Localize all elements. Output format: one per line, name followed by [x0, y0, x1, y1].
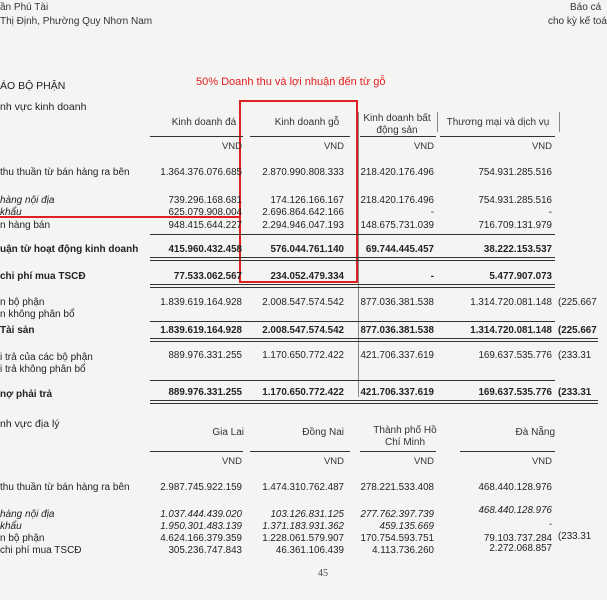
cell-value: 739.296.168.681 — [168, 195, 242, 206]
cell-value: 305.236.747.843 — [168, 545, 242, 556]
cell-value: 69.744.445.457 — [365, 244, 434, 255]
cell-value: 1.364.376.076.685 — [160, 167, 242, 178]
cell-value: 169.637.535.776 — [478, 350, 552, 361]
cell-value: 218.420.176.496 — [360, 195, 434, 206]
cell-value: 889.976.331.255 — [168, 350, 242, 361]
column-header: Kinh doanh đá — [171, 117, 237, 128]
cell-value: 877.036.381.538 — [360, 297, 434, 308]
cell-value: 1.170.650.772.422 — [262, 350, 344, 361]
cell-value: 716.709.131.979 — [478, 220, 552, 231]
cell-value: 2.272.068.857 — [489, 543, 552, 554]
row-label: i trả của các bộ phận — [0, 352, 93, 363]
unit-label: VND — [221, 456, 242, 467]
cell-value: (233.31 — [558, 350, 592, 361]
company-name: ần Phú Tài — [0, 2, 49, 13]
row-label: i trả không phân bổ — [0, 364, 86, 375]
cell-value: 1.371.183.931.362 — [262, 521, 344, 532]
cell-value: 415.960.432.458 — [168, 244, 242, 255]
cell-value: 2.870.990.808.333 — [262, 167, 344, 178]
subtotal-line — [150, 380, 555, 381]
cell-value: 1.037.444.439.020 — [160, 509, 242, 520]
unit-label: VND — [323, 141, 344, 152]
subtotal-line — [150, 321, 555, 322]
column-header: Thương mại và dịch vụ — [446, 117, 550, 128]
cell-value: 234.052.479.334 — [270, 271, 344, 282]
cell-value: 468.440.128.976 — [478, 505, 552, 516]
header-underline — [150, 136, 243, 137]
cell-value: 278.221.533.408 — [360, 482, 434, 493]
row-label: n hàng bán — [0, 220, 51, 231]
cell-value: 1.839.619.164.928 — [160, 297, 242, 308]
section-subtitle: nh vực kinh doanh — [0, 101, 87, 113]
row-label: uận từ hoạt động kinh doanh — [0, 244, 139, 255]
cell-value: (233.31 — [558, 387, 592, 398]
cell-value: 421.706.337.619 — [360, 350, 434, 361]
unit-label: VND — [531, 141, 552, 152]
header-underline — [360, 451, 436, 452]
cell-value: 625.079.908.004 — [168, 207, 242, 218]
cell-value: 468.440.128.976 — [478, 482, 552, 493]
header-underline — [440, 136, 555, 137]
column-divider — [559, 112, 560, 132]
row-label: thu thuần từ bán hàng ra bên — [0, 167, 130, 178]
total-double-line — [150, 400, 598, 404]
row-label: thu thuần từ bán hàng ra bên — [0, 482, 130, 493]
report-period-fragment: cho kỳ kế toá — [548, 16, 607, 27]
header-underline — [250, 136, 350, 137]
cell-value: 1.170.650.772.422 — [262, 387, 344, 398]
section-subtitle: nh vực địa lý — [0, 418, 60, 430]
cell-value: - — [430, 271, 434, 282]
cell-value: 77.533.062.567 — [173, 271, 242, 282]
cell-value: 421.706.337.619 — [360, 387, 434, 398]
subtotal-line — [150, 234, 555, 235]
cell-value: 79.103.737.284 — [483, 533, 552, 544]
cell-value: 1.228.061.579.907 — [262, 533, 344, 544]
cell-value: 459.135.669 — [379, 521, 434, 532]
cell-value: 2.987.745.922.159 — [160, 482, 242, 493]
unit-label: VND — [221, 141, 242, 152]
cell-value: 754.931.285.516 — [478, 195, 552, 206]
cell-value: 877.036.381.538 — [360, 325, 434, 336]
cell-value: 4.113.736.260 — [372, 545, 434, 556]
cell-value: - — [548, 519, 552, 530]
cell-value: 169.637.535.776 — [478, 387, 552, 398]
column-header: Gia Lai — [212, 427, 244, 438]
row-label: khẩu — [0, 207, 22, 218]
column-header: Thành phố Hồ Chí Minh — [373, 425, 437, 448]
column-header: Đà Nẵng — [515, 427, 555, 438]
cell-value: (225.667 — [558, 297, 597, 308]
report-title-fragment: Báo cá — [570, 2, 602, 13]
header-underline — [360, 136, 436, 137]
column-header: Đồng Nai — [302, 427, 344, 438]
cell-value: 1.950.301.483.139 — [160, 521, 242, 532]
row-label: Tài sản — [0, 325, 35, 336]
cell-value: 170.754.593.751 — [360, 533, 434, 544]
cell-value: 2.008.547.574.542 — [262, 325, 344, 336]
column-header: Kinh doanh gỗ — [274, 117, 340, 128]
unit-label: VND — [413, 141, 434, 152]
unit-label: VND — [413, 456, 434, 467]
page-number: 45 — [318, 568, 328, 579]
row-label: n không phân bổ — [0, 309, 75, 320]
row-label: khẩu — [0, 521, 22, 532]
cell-value: 174.126.166.167 — [270, 195, 344, 206]
cell-value: 46.361.106.439 — [275, 545, 344, 556]
row-label: chi phí mua TSCĐ — [0, 271, 86, 282]
cell-value: (225.667 — [558, 325, 597, 336]
row-label: n bộ phận — [0, 297, 45, 308]
cell-value: 218.420.176.496 — [360, 167, 434, 178]
cell-value: 889.976.331.255 — [168, 387, 242, 398]
section-title: ÁO BỘ PHẬN — [0, 80, 66, 92]
cell-value: 4.624.166.379.359 — [160, 533, 242, 544]
cell-value: 1.474.310.762.487 — [262, 482, 344, 493]
cell-value: 38.222.153.537 — [483, 244, 552, 255]
cell-value: 2.696.864.642.166 — [262, 207, 344, 218]
cell-value: 754.931.285.516 — [478, 167, 552, 178]
cell-value: 277.762.397.739 — [360, 509, 434, 520]
total-double-line — [150, 257, 555, 261]
header-underline — [460, 451, 555, 452]
cell-value: 2.294.946.047.193 — [262, 220, 344, 231]
cell-value: 2.008.547.574.542 — [262, 297, 344, 308]
column-header: Kinh doanh bất động sản — [363, 113, 431, 136]
cell-value: 948.415.644.227 — [168, 220, 242, 231]
unit-label: VND — [531, 456, 552, 467]
cell-value: 5.477.907.073 — [489, 271, 552, 282]
row-label: chi phí mua TSCĐ — [0, 545, 82, 556]
company-address: Thị Định, Phường Quy Nhơn Nam — [0, 16, 153, 27]
row-label: hàng nội địa — [0, 509, 55, 520]
header-underline — [150, 451, 243, 452]
header-underline — [250, 451, 350, 452]
cell-value: 1.314.720.081.148 — [470, 325, 552, 336]
annotation-text: 50% Doanh thu và lợi nhuận đến từ gỗ — [196, 76, 386, 88]
cell-value: 1.839.619.164.928 — [160, 325, 242, 336]
row-label: n bộ phận — [0, 533, 45, 544]
cell-value: 1.314.720.081.148 — [470, 297, 552, 308]
row-label: hàng nội địa — [0, 195, 55, 206]
cell-value: 576.044.761.140 — [270, 244, 344, 255]
cell-value: 148.675.731.039 — [360, 220, 434, 231]
row-label: nợ phải trả — [0, 389, 53, 400]
total-double-line — [150, 338, 598, 342]
cell-value: - — [430, 207, 434, 218]
cell-value: 103.126.831.125 — [270, 509, 344, 520]
cell-value: - — [548, 207, 552, 218]
cell-value: (233.31 — [558, 531, 592, 542]
unit-label: VND — [323, 456, 344, 467]
total-double-line — [150, 284, 555, 288]
